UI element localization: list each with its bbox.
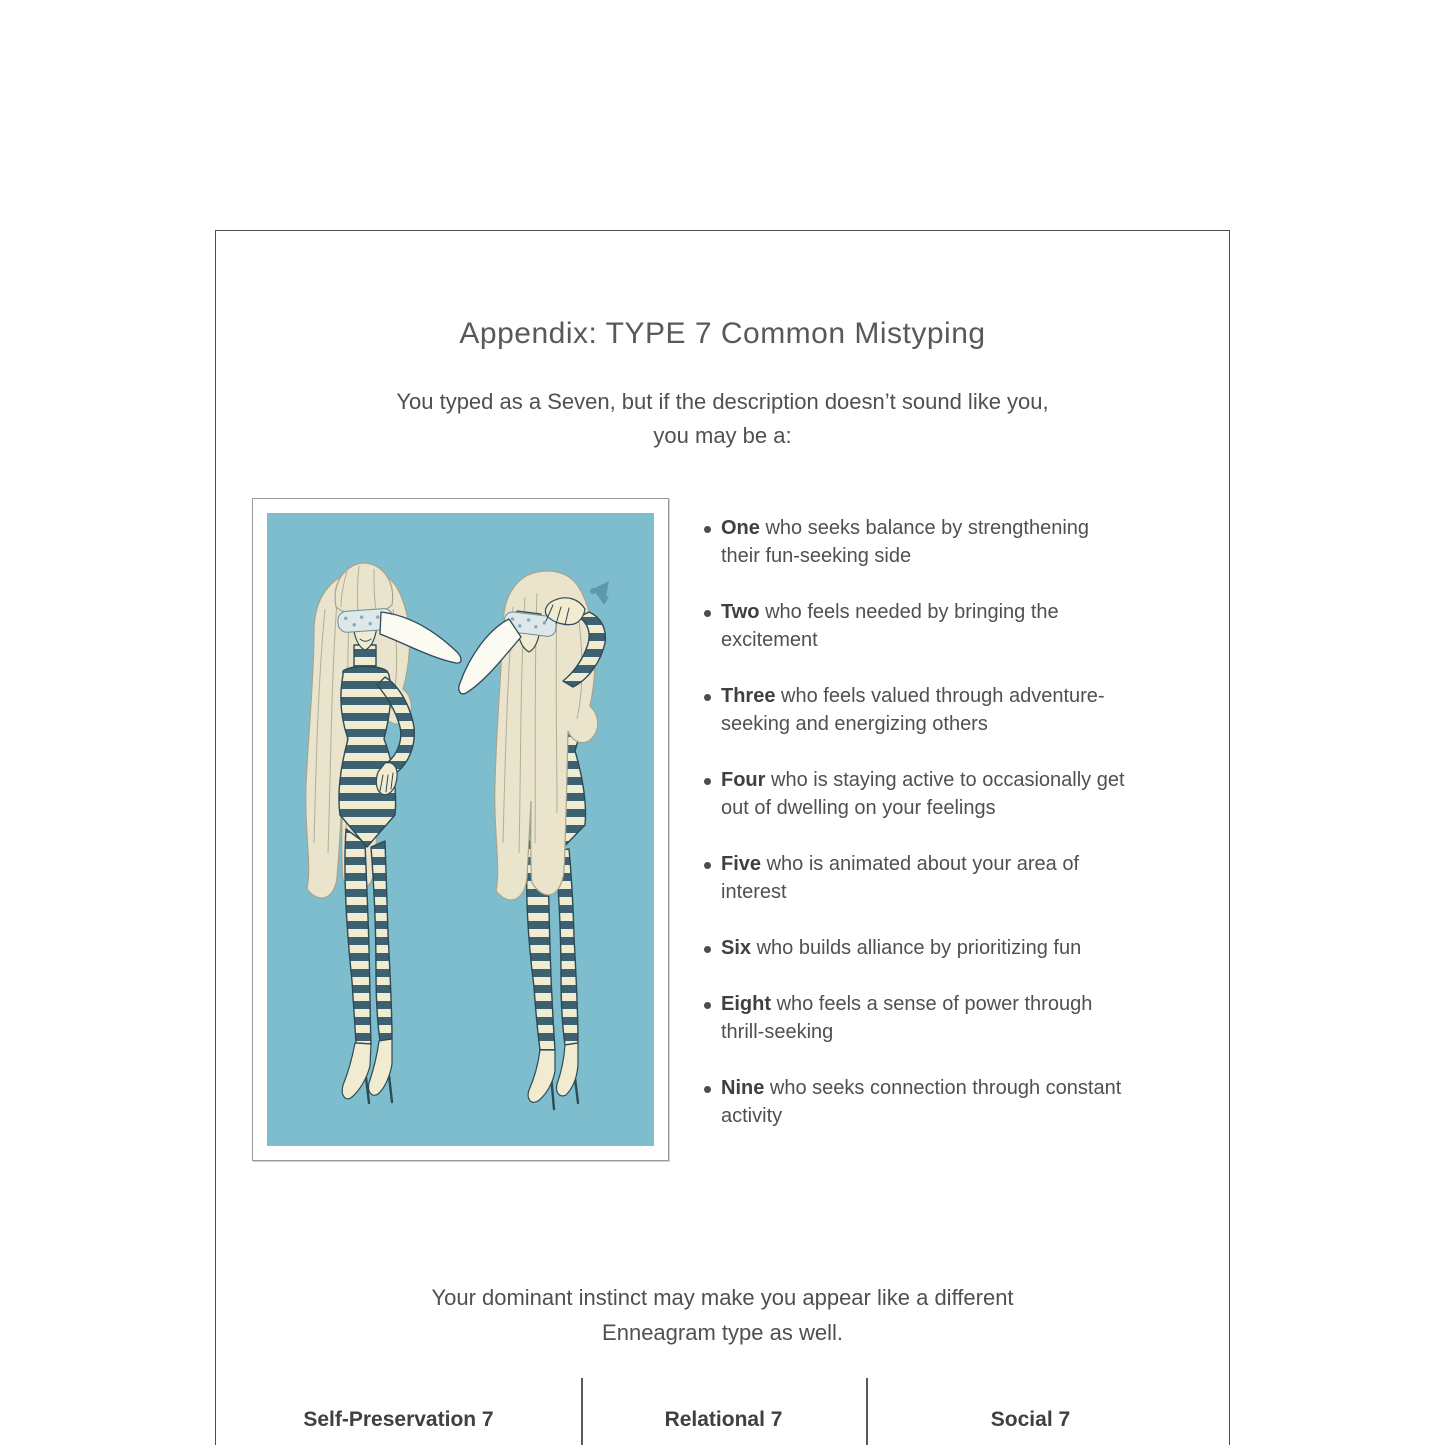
instinct-columns bbox=[216, 1376, 1229, 1445]
column-divider-left bbox=[581, 1378, 583, 1445]
mistype-text: who seeks balance by strengthening their fun-seeking side bbox=[721, 517, 1090, 567]
mistype-text: who builds alliance by prioritizing fun bbox=[756, 937, 1082, 959]
bullet-dot bbox=[704, 694, 711, 701]
mistype-item-six bbox=[704, 934, 1131, 962]
illustration-frame bbox=[252, 498, 669, 1161]
bullet-dot bbox=[704, 946, 711, 953]
column-social-7: Social 7 bbox=[990, 1408, 1071, 1431]
page-border bbox=[215, 230, 1230, 1445]
mistype-text: who is animated about your area of interest bbox=[721, 853, 1080, 903]
column-self-preservation-7: Self-Preservation 7 bbox=[303, 1408, 494, 1431]
illustration-svg bbox=[267, 513, 654, 1146]
instinct-note-line-1: Your dominant instinct may make you appear like a different bbox=[431, 1285, 1014, 1310]
mistype-text: who seeks connection through constant activity bbox=[721, 1077, 1122, 1127]
mistype-item-two bbox=[704, 598, 1131, 654]
mistype-list bbox=[704, 514, 1131, 1158]
column-divider-right bbox=[866, 1378, 868, 1445]
mistype-text: who feels a sense of power through thrill-seeking bbox=[721, 993, 1093, 1043]
mistype-text: who feels valued through adventure-seeking and energizing others bbox=[721, 685, 1105, 735]
mistype-text: who feels needed by bringing the excitement bbox=[721, 601, 1059, 651]
bullet-dot bbox=[704, 526, 711, 533]
subtitle-line-1: You typed as a Seven, but if the description doesn’t sound like you, bbox=[396, 389, 1049, 414]
mistype-term: Four bbox=[721, 769, 766, 791]
bullet-dot bbox=[704, 610, 711, 617]
mistype-term: Five bbox=[721, 853, 762, 875]
page-subtitle bbox=[216, 385, 1229, 453]
mistype-term: Nine bbox=[721, 1077, 765, 1099]
mistype-item-eight bbox=[704, 990, 1131, 1046]
mistype-text: who is staying active to occasionally get out of dwelling on your feelings bbox=[721, 769, 1125, 819]
bullet-dot bbox=[704, 778, 711, 785]
mistype-item-three bbox=[704, 682, 1131, 738]
subtitle-line-2: you may be a: bbox=[653, 423, 792, 448]
page-title: Appendix: TYPE 7 Common Mistyping bbox=[459, 317, 986, 350]
bullet-dot bbox=[704, 1002, 711, 1009]
mistype-item-one bbox=[704, 514, 1131, 570]
instinct-note bbox=[216, 1280, 1229, 1350]
mistype-term: One bbox=[721, 517, 760, 539]
mistype-item-five bbox=[704, 850, 1131, 906]
column-relational-7: Relational 7 bbox=[664, 1408, 783, 1431]
mistype-term: Three bbox=[721, 685, 776, 707]
mistype-term: Eight bbox=[721, 993, 771, 1015]
bullet-dot bbox=[704, 1086, 711, 1093]
instinct-note-line-2: Enneagram type as well. bbox=[602, 1320, 843, 1345]
mistype-item-nine bbox=[704, 1074, 1131, 1130]
mistype-term: Two bbox=[721, 601, 760, 623]
mistype-term: Six bbox=[721, 937, 752, 959]
bullet-dot bbox=[704, 862, 711, 869]
mistype-item-four bbox=[704, 766, 1131, 822]
